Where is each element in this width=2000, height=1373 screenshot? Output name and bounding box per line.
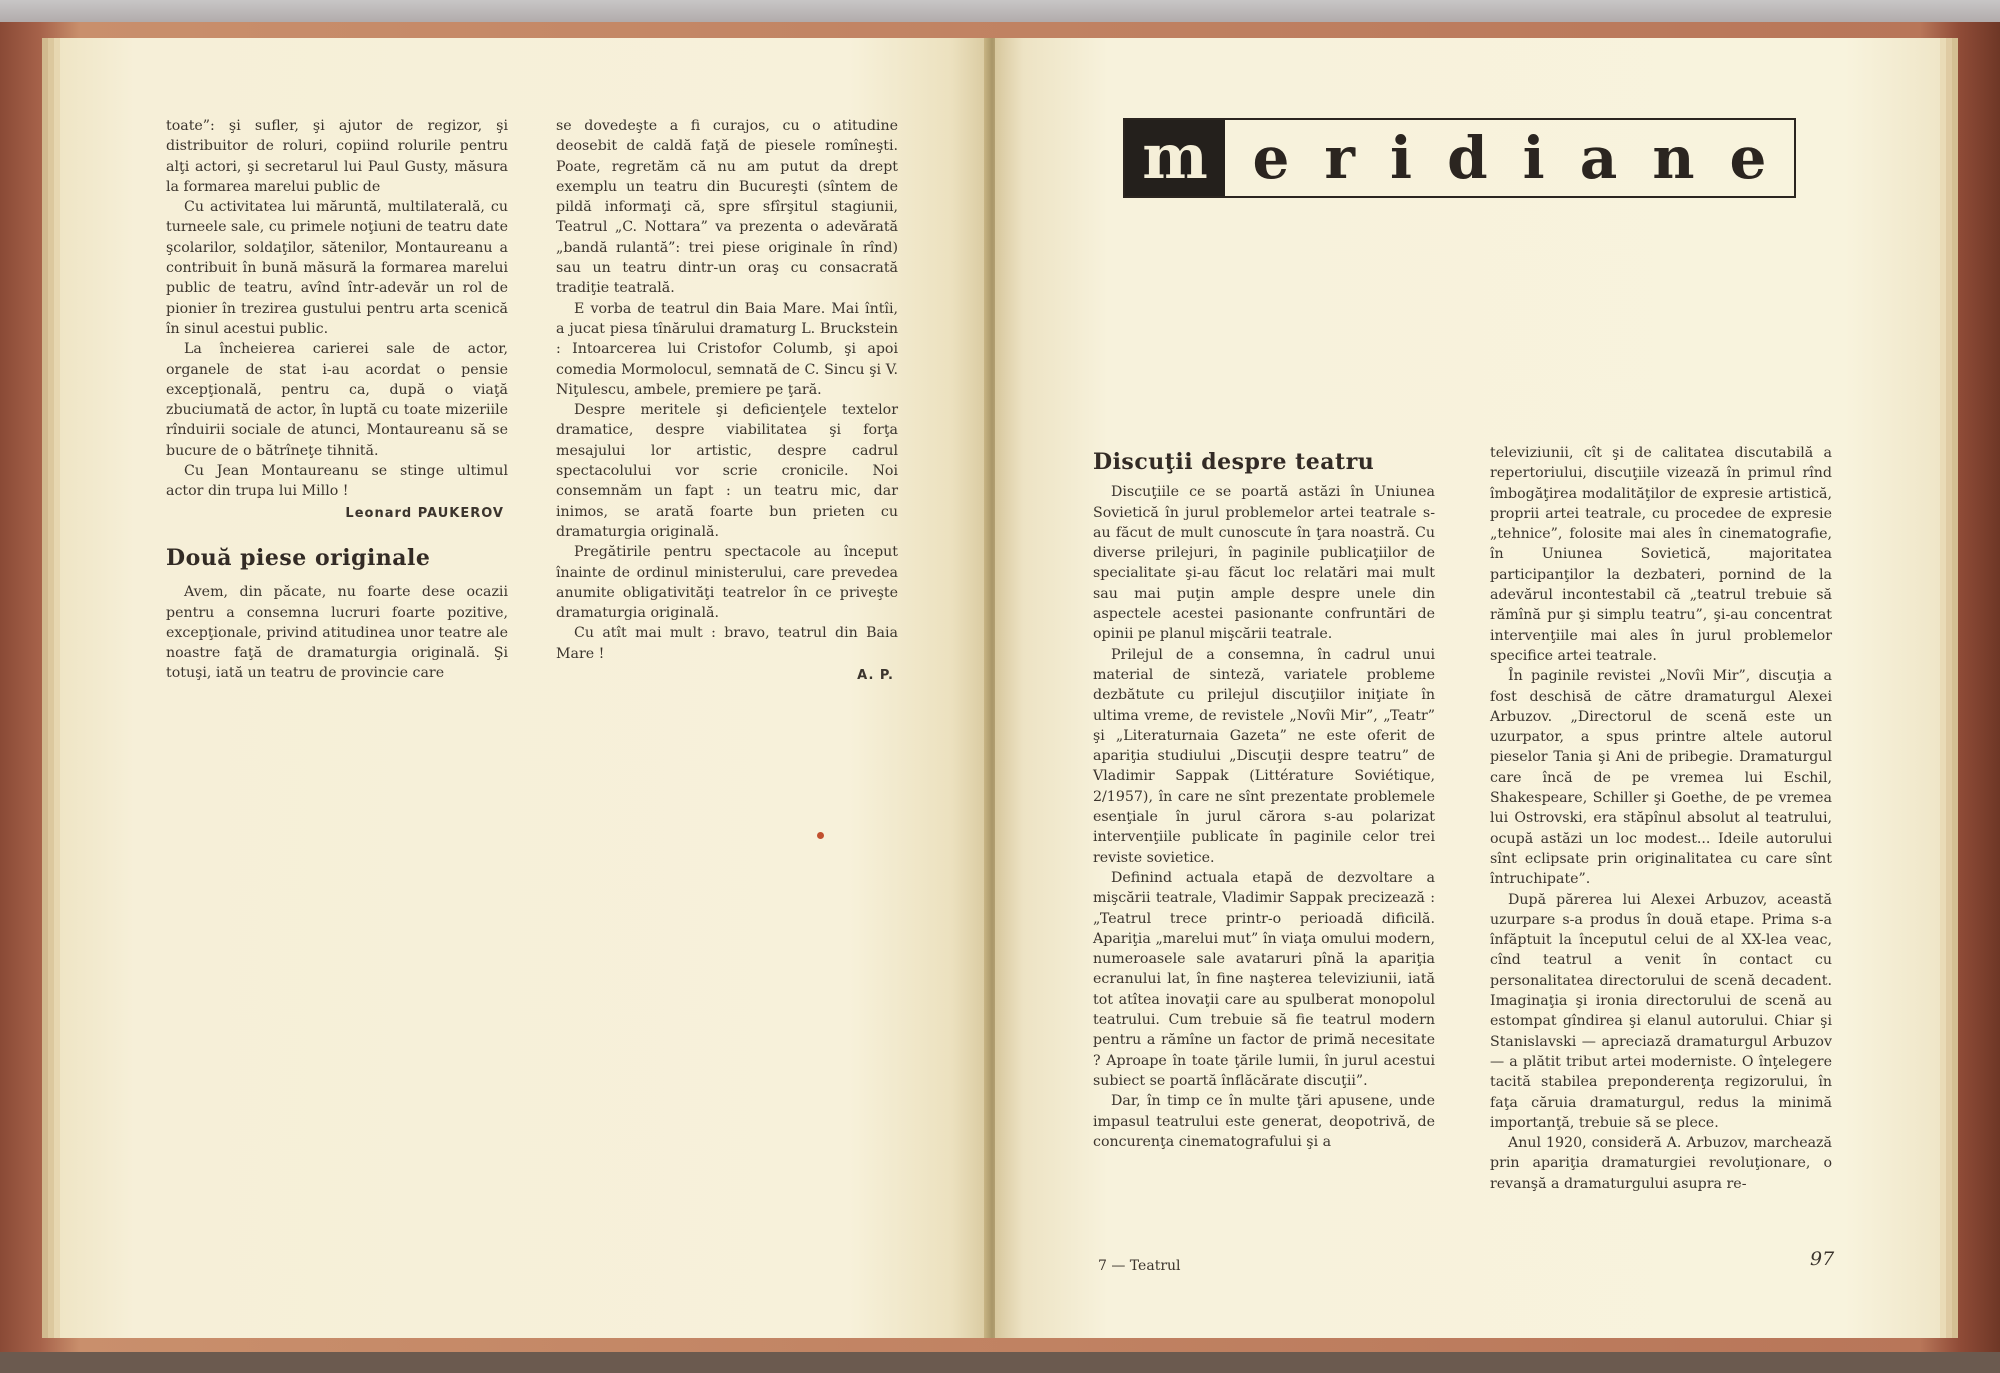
banner-letter: r — [1324, 124, 1355, 192]
paragraph: Anul 1920, consideră A. Arbuzov, marchează prin apariţia dramaturgiei revoluţionare, o revanşă a dramaturgului asupra re- — [1490, 1135, 1832, 1192]
paragraph: E vorba de teatrul din Baia Mare. Mai întîi, a jucat piesa tînărului dramaturg L. Bruckstein : Intoarcerea lui Cristofor Columb, şi apoi comedia Mormolocul, semnată de C. Sincu şi V. Niţulescu, ambele, premiere pe ţară. — [556, 300, 898, 398]
page-footer: 7 — Teatrul — [1098, 1258, 1181, 1274]
section-title: Discuţii despre teatru — [1093, 449, 1375, 475]
banner-letter: a — [1579, 124, 1618, 192]
paragraph: Cu activitatea lui măruntă, multilaterală, cu turneele sale, cu primele noţiuni de teatru date şcolarilor, soldaţilor, sătenilor, Montaureanu a contribuit în bună măsură la formarea marelui public de teatru, avînd într-adevăr un rol de pionier în trezirea gustului pentru arta scenică în sinul acestui public. — [166, 199, 508, 337]
banner-letter: d — [1447, 124, 1488, 192]
paragraph: Prilejul de a consemna, în cadrul unui material de sinteză, variatele probleme dezbătute cu prilejul discuţiilor iniţiate în ultima vreme, de revistele „Novîi Mir”, „Teatr” şi „Literaturnaia Gazeta” ne este oferit de apariţia studiului „Discuţii despre teatru” de Vladimir Sappak (Littérature Soviétique, 2/1957), în care ne sînt prezentate problemele esenţiale în jurul cărora s-au polarizat intervenţiile publicate în paginile celor trei reviste sovietice. — [1093, 646, 1435, 866]
author-signature: Leonard PAUKEROV — [345, 505, 504, 521]
banner-letter: e — [1252, 124, 1290, 192]
paragraph: Pregătirile pentru spectacole au început înainte de ordinul ministerului, care prevedea anumite obligativităţi teatrelor în ce priveşte dramaturgia originală. — [556, 544, 898, 622]
paragraph: Definind actuala etapă de dezvoltare a mişcării teatrale, Vladimir Sappak precizează : „Teatrul trece printr-o perioadă dificilă. Apariţia „marelui mut” în viaţa omului modern, numeroasele sale avataruri pînă la apariţia ecranului lat, în fine naşterea televiziunii, iată tot atîtea inovaţii care au spulberat monopolul teatrului. Cum trebuie să fie teatrul modern pentru a rămîne un factor de primă necesitate ? Aproape în toate ţările lumii, în jurul acestui subiect se poartă înflăcărate discuţii”. — [1093, 869, 1435, 1089]
banner-letter: i — [1522, 124, 1545, 192]
banner-letters — [1225, 120, 1794, 196]
paragraph: Cu Jean Montaureanu se stinge ultimul actor din trupa lui Millo ! — [166, 463, 508, 500]
banner-letter: n — [1652, 124, 1695, 192]
paragraph: La încheierea carierei sale de actor, organele de stat i-au acordat o pensie excepţională, pentru ca, după o viaţă zbuciumată de actor, în luptă cu toate mizeriile rînduirii sociale de atunci, Montaureanu să se bucure de o bătrîneţe tihnită. — [166, 341, 508, 459]
banner-highlight-letters: m — [1125, 120, 1225, 196]
section-title: Două piese originale — [166, 544, 431, 571]
ink-dot — [817, 832, 824, 839]
right-page-column-2 — [1490, 443, 1832, 1194]
left-page-column-2 — [556, 116, 898, 686]
banner-letter: i — [1390, 124, 1413, 192]
paragraph: televiziunii, cît şi de calitatea discutabilă a repertoriului, discuţiile vizează în primul rînd îmbogăţirea modalităţilor de expresie artistică, proprii artei teatrale, cu procedee de expresie „tehnice”, folosite mai ales în cinematografie, în Uniunea Sovietică, majoritatea participanţilor la dezbateri, pornind de la adevărul incontestabil că „teatrul trebuie să rămînă pur şi simplu teatru”, şi-au concentrat intervenţiile mai ales în jurul problemelor specifice artei teatrale. — [1490, 445, 1832, 664]
paragraph: se dovedeşte a fi curajos, cu o atitudine deosebit de caldă faţă de piesele romîneşti. Poate, regretăm că nu am putut da drept exemplu un teatru din Bucureşti (sîntem de pildă informaţi că, spre sfîrşitul stagiunii, Teatrul „C. Nottara” va prezenta o adevărată „bandă rulantă”: trei piese originale în rînd) sau un teatru dintr-un oraş cu consacrată tradiţie teatrală. — [556, 118, 898, 297]
paragraph: În paginile revistei „Novîi Mir”, discuţia a fost deschisă de către dramaturgul Alexei Arbuzov. „Directorul de scenă este un uzurpator, a spus printre altele autorul pieselor Tania şi Ani de pribegie. Dramaturgul care încă de pe vremea lui Eschil, Shakespeare, Schiller şi Goethe, de pe vremea lui Ostrovski, era stăpînul absolut al teatrului, ocupă astăzi un loc modest... Ideile autorului sînt eclipsate prin originalitatea cu care sînt întruchipate”. — [1490, 668, 1832, 888]
section-banner — [1123, 118, 1796, 198]
paragraph: Cu atît mai mult : bravo, teatrul din Baia Mare ! — [556, 625, 898, 662]
banner-letter: e — [1729, 124, 1767, 192]
paragraph: Despre meritele şi deficienţele textelor dramatice, despre viabilitatea şi forţa mesajului lor artistic, despre cadrul spectacolului vor scrie cronicile. Noi consemnăm un fapt : un teatru mic, dar inimos, se arată foarte bun prieten cu dramaturgia originală. — [556, 402, 898, 540]
paragraph: După părerea lui Alexei Arbuzov, această uzurpare s-a produs în două etape. Prima s-a înfăptuit la începutul celui de al XX-lea veac, cînd teatrul a venit în contact cu personalitatea directorului de scenă decadent. Imaginaţia şi ironia directorului de scenă au estompat gîndirea şi elanul autorului. Chiar şi Stanislavski — apreciază dramaturgul Arbuzov — a plătit tribut artei moderniste. O înţelegere tacită stabilea preponderenţa regizorului, în faţa căruia dramaturgul, redus la minimă importanţă, trebuie să se plece. — [1490, 891, 1832, 1131]
paragraph: toate”: şi sufler, şi ajutor de regizor, şi distribuitor de roluri, copiind rolurile pentru alţi actori, şi secretarul lui Paul Gusty, măsura la formarea marelui public de — [166, 118, 508, 195]
paragraph: Dar, în timp ce în multe ţări apusene, unde impasul teatrului este generat, deopotrivă, de concurenţa cinematografului şi a — [1093, 1093, 1435, 1150]
right-page-column-1 — [1093, 446, 1435, 1152]
author-signature: A. P. — [857, 668, 894, 684]
page-number: 97 — [1810, 1248, 1835, 1270]
paragraph: Discuţiile ce se poartă astăzi în Uniunea Sovietică în jurul problemelor artei teatrale s-au făcut de mult cunoscute în ţara noastră. Cu diverse prilejuri, în paginile publicaţiilor de specialitate şi-au făcut loc relatări mai mult sau mai puţin ample despre unele din aspectele acestei pasionante confruntări de opinii pe planul mişcării teatrale. — [1093, 484, 1435, 643]
left-page-column-1 — [166, 116, 508, 684]
paragraph: Avem, din păcate, nu foarte dese ocazii pentru a consemna lucruri foarte pozitive, excepţionale, privind atitudinea unor teatre ale noastre faţă de dramaturgia originală. Şi totuşi, iată un teatru de provincie care — [166, 584, 508, 682]
